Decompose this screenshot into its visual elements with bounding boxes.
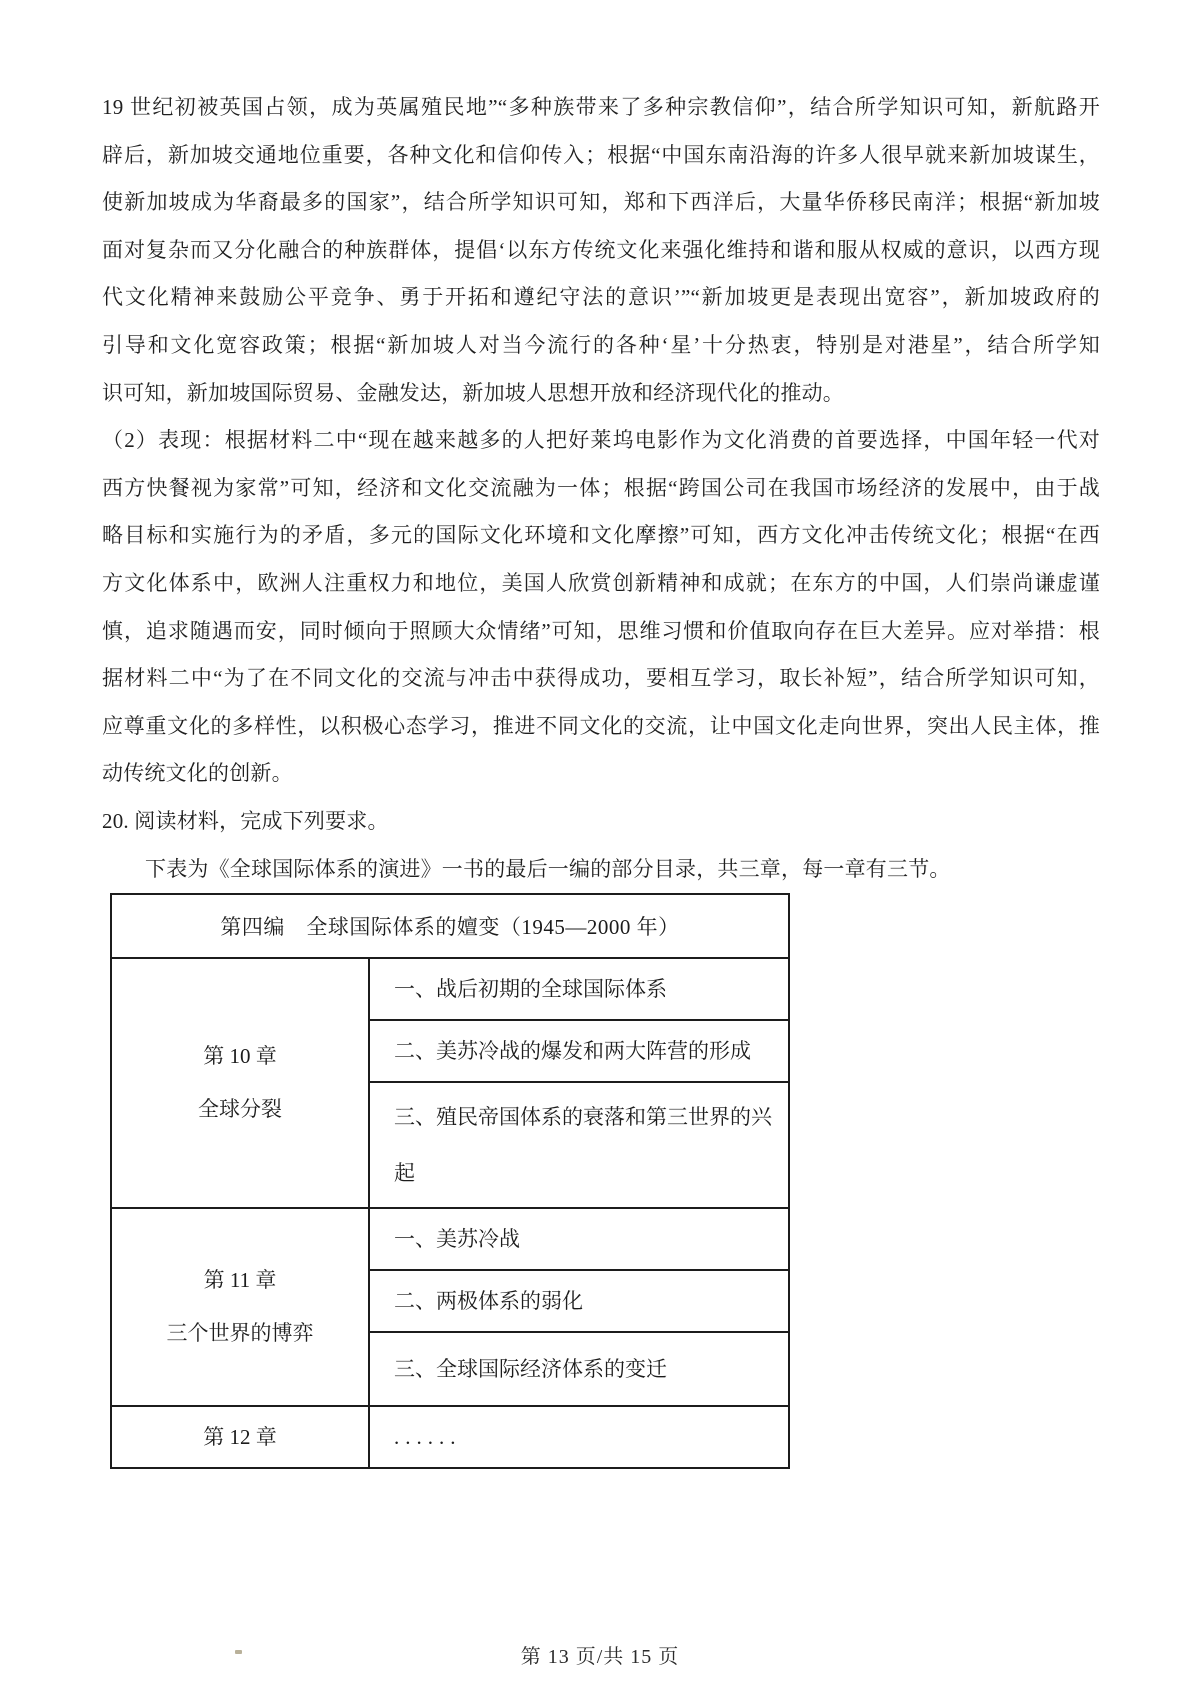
section-cell: 三、全球国际经济体系的变迁 — [369, 1332, 789, 1406]
text-line: 略目标和实施行为的矛盾，多元的国际文化环境和文化摩擦”可知，西方文化冲击传统文化；根据“在西 — [102, 523, 1100, 548]
text-line: 识可知，新加坡国际贸易、金融发达，新加坡人思想开放和经济现代化的推动。 — [102, 380, 844, 405]
text-line: 引导和文化宽容政策；根据“新加坡人对当今流行的各种‘星’十分热衷，特别是对港星”，结合所学知 — [102, 332, 1100, 357]
text-line: 应尊重文化的多样性，以积极心态学习，推进不同文化的交流，让中国文化走向世界，突出人民主体，推 — [102, 713, 1100, 738]
text-line: 19 世纪初被英国占领，成为英属殖民地”“多种族带来了多种宗教信仰”，结合所学知识可知，新航路开 — [102, 95, 1100, 119]
catalog-table — [110, 893, 790, 1469]
page-number: 第 13 页/共 15 页 — [520, 1646, 680, 1668]
chapter-number: 第 10 章 — [203, 1044, 277, 1068]
chapter-number: 第 12 章 — [203, 1424, 277, 1449]
question-line: 20. 阅读材料，完成下列要求。 — [102, 808, 389, 833]
table-header-cell: 第四编 全球国际体系的嬗变（1945—2000 年） — [111, 894, 789, 958]
chapter-title: 全球分裂 — [198, 1097, 282, 1121]
section-cell: 一、美苏冷战 — [369, 1208, 789, 1270]
section-cell: 一、战后初期的全球国际体系 — [369, 958, 789, 1020]
text-line: 面对复杂而又分化融合的种族群体，提倡‘以东方传统文化来强化维持和谐和服从权威的意识，以西方现 — [102, 237, 1100, 262]
text-line: 代文化精神来鼓励公平竞争、勇于开拓和遵纪守法的意识’”“新加坡更是表现出宽容”，新加坡政府的 — [102, 285, 1100, 310]
text-line: 西方快餐视为家常”可知，经济和文化交流融为一体；根据“跨国公司在我国市场经济的发展中，由于战 — [102, 475, 1100, 500]
section-cell: 二、两极体系的弱化 — [369, 1270, 789, 1332]
chapter-number: 第 11 章 — [203, 1268, 277, 1292]
text-line: 方文化体系中，欧洲人注重权力和地位，美国人欣赏创新精神和成就；在东方的中国，人们崇尚谦虚谨 — [102, 570, 1100, 595]
text-line: 使新加坡成为华裔最多的国家”，结合所学知识可知，郑和下西洋后，大量华侨移民南洋；根据“新加坡 — [102, 190, 1100, 215]
section-cell: 二、美苏冷战的爆发和两大阵营的形成 — [369, 1020, 789, 1082]
answer-text — [102, 84, 1100, 893]
chapter-cell — [111, 1208, 369, 1406]
section-cell: 三、殖民帝国体系的衰落和第三世界的兴起 — [369, 1082, 789, 1208]
chapter-title: 三个世界的博弈 — [166, 1321, 314, 1345]
section-cell: ...... — [369, 1406, 789, 1468]
text-line: 动传统文化的创新。 — [102, 761, 293, 786]
text-line: 慎，追求随遇而安，同时倾向于照顾大众情绪”可知，思维习惯和价值取向存在巨大差异。应对举措：根 — [102, 618, 1100, 643]
chapter-cell — [111, 958, 369, 1208]
text-line: （2）表现：根据材料二中“现在越来越多的人把好莱坞电影作为文化消费的首要选择，中国年轻一代对 — [102, 428, 1100, 453]
chapter-cell — [111, 1406, 369, 1468]
text-line: 据材料二中“为了在不同文化的交流与冲击中获得成功，要相互学习，取长补短”，结合所学知识可知， — [102, 666, 1100, 691]
table-intro-line: 下表为《全球国际体系的演进》一书的最后一编的部分目录，共三章，每一章有三节。 — [145, 856, 951, 881]
text-line: 辟后，新加坡交通地位重要，各种文化和信仰传入；根据“中国东南沿海的许多人很早就来新加坡谋生， — [102, 142, 1100, 167]
